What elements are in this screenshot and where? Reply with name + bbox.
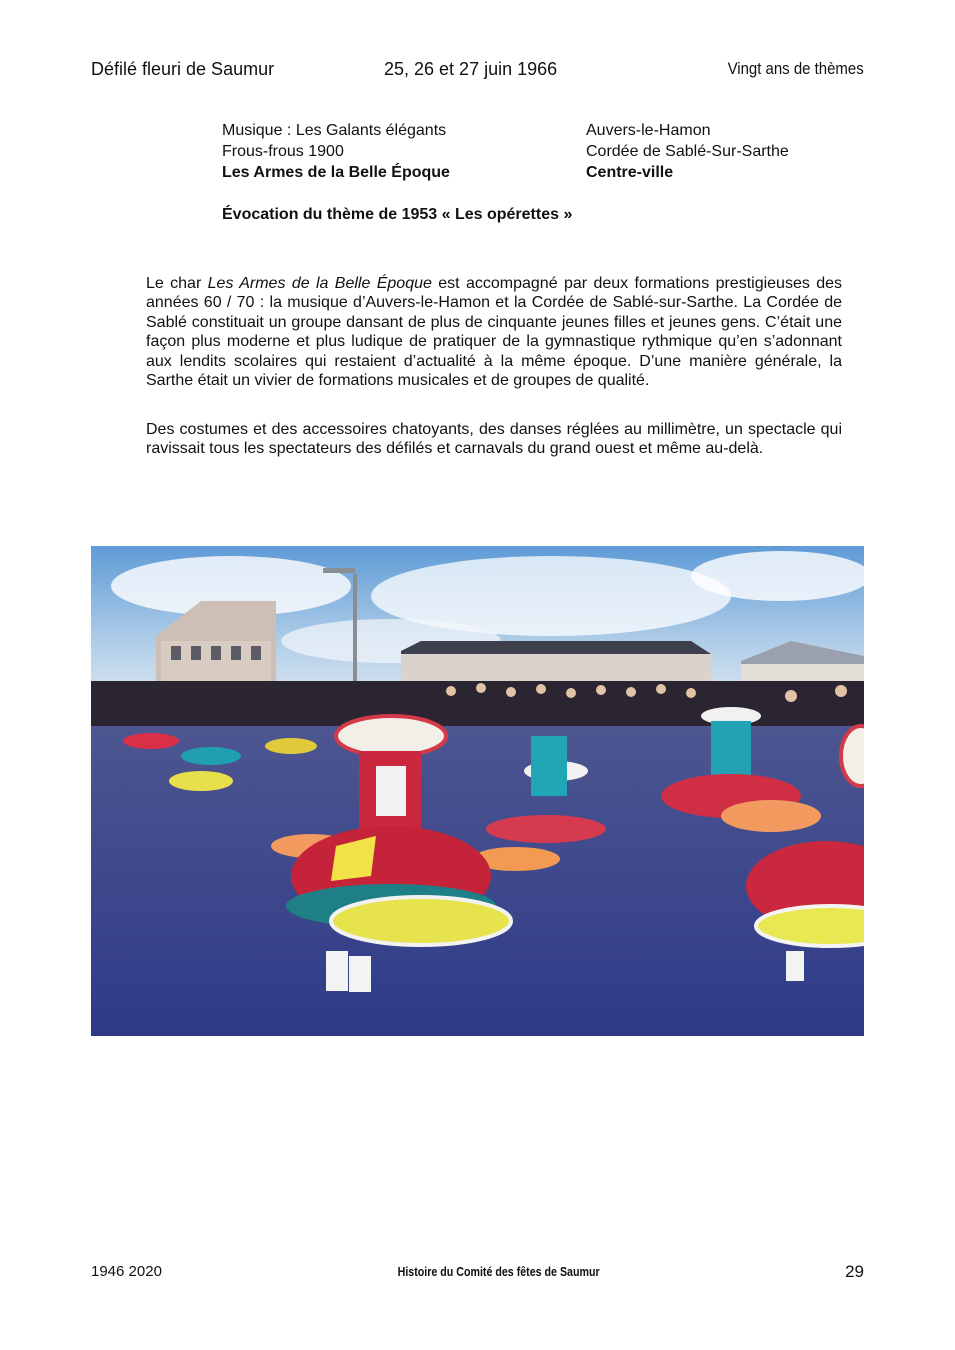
credit-float: Les Armes de la Belle Époque bbox=[222, 164, 450, 181]
credit-frous-frous: Frous-frous 1900 bbox=[222, 143, 344, 160]
p1-rest: est accompagné par deux formations prestigieuses des années 60 / 70 : la musique d’Auvers-le-Hamon et la Cordée de Sablé-sur-Sarthe. La Cordée de Sablé constituait un groupe dansant de plus de cinquante jeunes filles et jeunes gens. C’était une façon plus moderne et plus ludique de pratiquer de la gymnastique rythmique qu’en s’adonnant aux lendits scolaires qui restaient d’actualité à la même époque. D’une manière générale, la Sarthe était un vivier de formations musicales et de groupes de qualité. bbox=[146, 275, 843, 390]
parade-photo bbox=[91, 546, 864, 1036]
footer-title: Histoire du Comité des fêtes de Saumur bbox=[397, 1264, 600, 1279]
credit-frous-frous-origin: Cordée de Sablé-Sur-Sarthe bbox=[586, 143, 789, 160]
p1-start: Le char bbox=[146, 275, 208, 292]
footer-years: 1946 2020 bbox=[91, 1263, 162, 1280]
p1-float-title: Les Armes de la Belle Époque bbox=[207, 275, 432, 292]
credit-float-origin: Centre-ville bbox=[586, 164, 674, 181]
credits-left-column bbox=[222, 120, 450, 183]
credit-music-origin: Auvers-le-Hamon bbox=[586, 122, 711, 139]
credit-music: Musique : Les Galants élégants bbox=[222, 122, 447, 139]
body-paragraph-1 bbox=[146, 274, 842, 390]
header-right: Vingt ans de thèmes bbox=[727, 59, 864, 78]
page-number: 29 bbox=[845, 1262, 864, 1281]
header-left: Défilé fleuri de Saumur bbox=[91, 59, 275, 79]
credits-right-column bbox=[586, 120, 789, 183]
evocation-heading: Évocation du thème de 1953 « Les opérettes » bbox=[222, 206, 573, 223]
body-paragraph-2: Des costumes et des accessoires chatoyants, des danses réglées au millimètre, un spectacle qui ravissait tous les spectateurs des défilés et carnavals du grand ouest et même au-delà. bbox=[146, 421, 842, 458]
header-date: 25, 26 et 27 juin 1966 bbox=[384, 59, 558, 79]
